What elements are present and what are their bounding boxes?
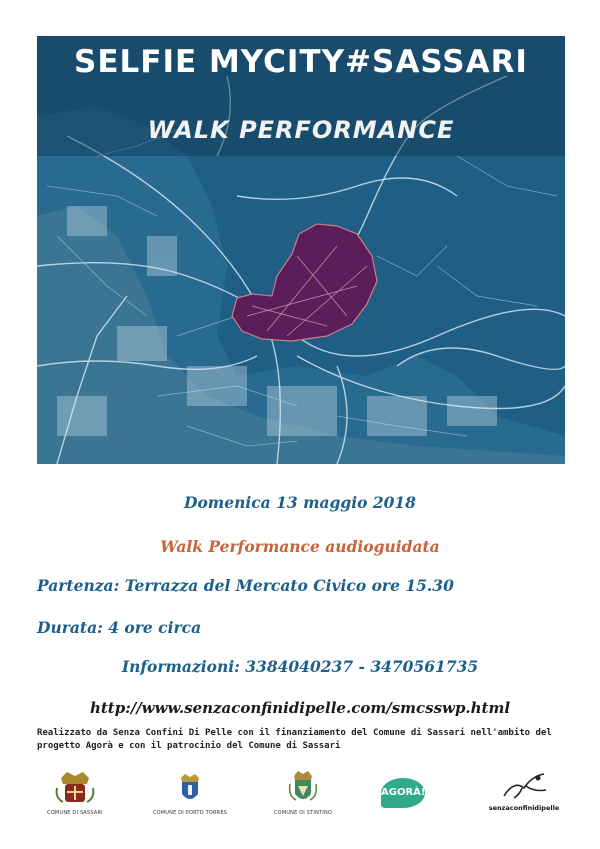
event-type: Walk Performance audioguidata — [160, 537, 440, 556]
logo-agora — [378, 778, 428, 808]
event-url-link[interactable]: http://www.senzaconfinidipelle.com/smcsswp.html — [89, 699, 511, 717]
map-graphic — [37, 36, 565, 464]
scdp-figure-icon — [494, 770, 554, 800]
logo-senzaconfinidipelle — [484, 770, 564, 812]
logo-scdp-caption: senzaconfinidipelle — [488, 804, 560, 812]
logo-comune-porto-torres — [150, 772, 230, 816]
porto-torres-crest-icon — [175, 772, 205, 806]
credits-text: Realizzato da Senza Confini Di Pelle con il finanziamento del Comune di Sassari nell'ambito del progetto Agorà e con il patrocinio del Comune di Sassari — [37, 728, 552, 751]
stintino-crest-icon — [286, 770, 320, 806]
sassari-crest-icon — [53, 770, 97, 806]
logo-porto-torres-caption: COMUNE DI PORTO TORRES — [152, 810, 228, 816]
logo-comune-stintino — [268, 770, 338, 816]
event-date: Domenica 13 maggio 2018 — [184, 493, 416, 512]
event-duration: Durata: 4 ore circa — [37, 618, 202, 637]
logo-comune-sassari — [40, 770, 110, 816]
event-start: Partenza: Terrazza del Mercato Civico ore 15.30 — [37, 576, 454, 595]
logo-sassari-caption: COMUNE DI SASSARI — [47, 810, 103, 816]
logo-stintino-caption: COMUNE DI STINTINO — [273, 810, 333, 816]
agora-badge: AGORÀ! — [381, 778, 425, 808]
poster-title: SELFIE MYCITY#SASSARI — [74, 44, 528, 80]
city-map-image — [37, 36, 565, 464]
event-contacts: Informazioni: 3384040237 - 3470561735 — [121, 657, 479, 676]
poster-subtitle: WALK PERFORMANCE — [147, 116, 455, 144]
